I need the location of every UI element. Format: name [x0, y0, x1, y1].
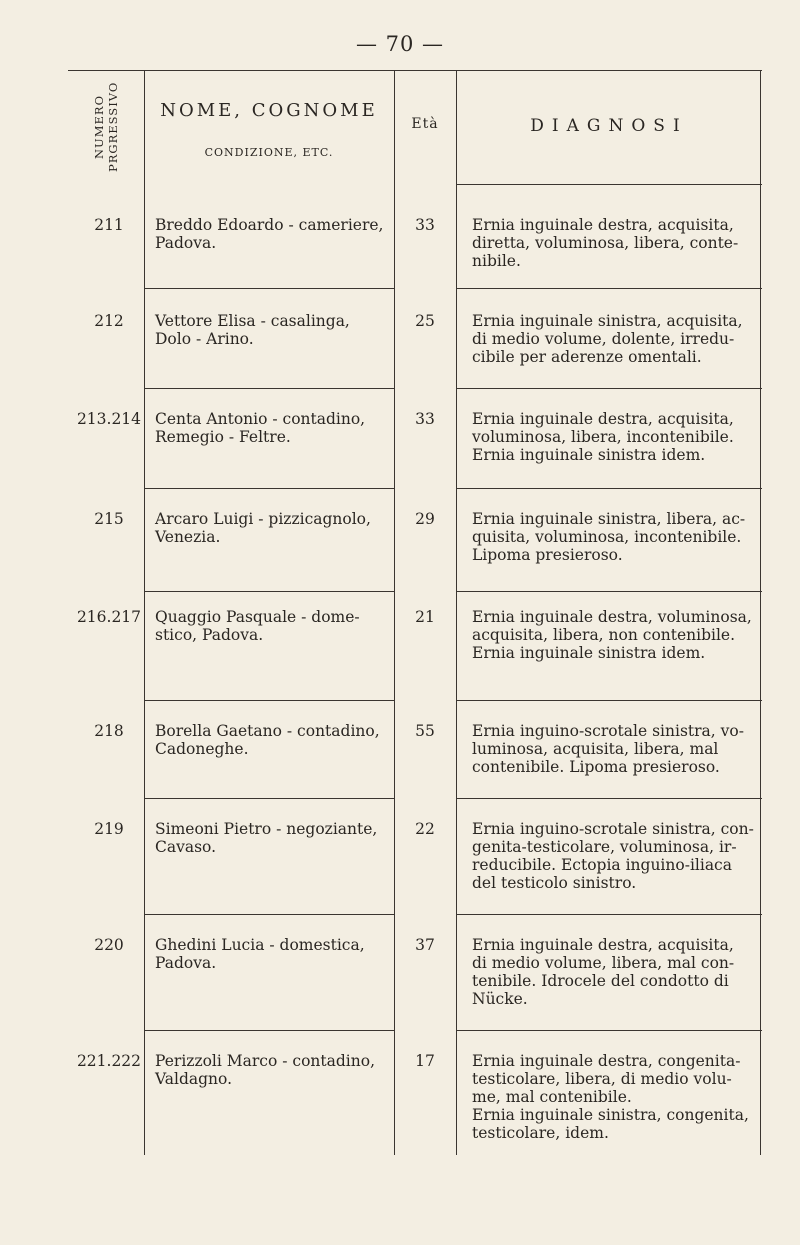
row-rule [144, 1030, 394, 1031]
row-rule [456, 288, 762, 289]
entry-age: 55 [415, 722, 435, 740]
entry-age: 22 [415, 820, 435, 838]
entry-diagnosis: Ernia inguinale sinistra, acquisita, di medio volume, dolente, irredu- cibile per aderenze omentali. [472, 312, 743, 366]
entry-number: 218 [94, 722, 124, 740]
column-rule-age [456, 70, 457, 1155]
entry-age: 17 [415, 1052, 435, 1070]
header-condition-label: CONDIZIONE, ETC. [204, 146, 334, 159]
entry-number: 219 [94, 820, 124, 838]
entry-age: 33 [415, 216, 435, 234]
entry-name: Centa Antonio - contadino, Remegio - Feltre. [155, 410, 366, 446]
entry-age: 37 [415, 936, 435, 954]
entry-name: Ghedini Lucia - domestica, Padova. [155, 936, 365, 972]
row-rule [144, 798, 394, 799]
entry-number: 220 [94, 936, 124, 954]
row-rule [456, 914, 762, 915]
entry-diagnosis: Ernia inguinale destra, acquisita, diretta, voluminosa, libera, conte- nibile. [472, 216, 739, 270]
header-age-label: Età [411, 116, 439, 132]
row-rule [456, 388, 762, 389]
header-name-label: NOME, COGNOME [160, 100, 378, 121]
entry-diagnosis: Ernia inguinale destra, congenita- testicolare, libera, di medio volu- me, mal contenibile. Ernia inguinale sinistra, congenita, testicolare, idem. [472, 1052, 749, 1142]
entry-number: 212 [94, 312, 124, 330]
entry-age: 25 [415, 312, 435, 330]
row-rule [456, 700, 762, 701]
entry-age: 33 [415, 410, 435, 428]
entry-name: Arcaro Luigi - pizzicagnolo, Venezia. [155, 510, 371, 546]
row-rule [456, 184, 762, 185]
entry-name: Borella Gaetano - contadino, Cadoneghe. [155, 722, 380, 758]
entry-name: Simeoni Pietro - negoziante, Cavaso. [155, 820, 378, 856]
row-rule [144, 591, 394, 592]
header-diagnosis-label: DIAGNOSI [530, 116, 688, 136]
row-rule [456, 488, 762, 489]
entry-diagnosis: Ernia inguinale destra, acquisita, di medio volume, libera, mal con- tenibile. Idrocele del condotto di Nücke. [472, 936, 735, 1008]
entry-number: 215 [94, 510, 124, 528]
entry-diagnosis: Ernia inguinale destra, voluminosa, acquisita, libera, non contenibile. Ernia inguinale sinistra idem. [472, 608, 752, 662]
entry-diagnosis: Ernia inguinale sinistra, libera, ac- quisita, voluminosa, incontenibile. Lipoma presieroso. [472, 510, 746, 564]
entry-diagnosis: Ernia inguino-scrotale sinistra, vo- luminosa, acquisita, libera, mal contenibile. Lipoma presieroso. [472, 722, 744, 776]
entry-age: 29 [415, 510, 435, 528]
row-rule [144, 288, 394, 289]
header-number [68, 70, 144, 184]
row-rule [144, 700, 394, 701]
row-rule [456, 798, 762, 799]
row-rule [456, 591, 762, 592]
row-rule [456, 1030, 762, 1031]
row-rule [144, 488, 394, 489]
entry-name: Quaggio Pasquale - dome- stico, Padova. [155, 608, 360, 644]
row-rule [144, 914, 394, 915]
entry-name: Vettore Elisa - casalinga, Dolo - Arino. [155, 312, 350, 348]
entry-name: Perizzoli Marco - contadino, Valdagno. [155, 1052, 375, 1088]
register-table [68, 70, 762, 1155]
entry-number: 216.217 [76, 608, 142, 626]
header-name [144, 70, 394, 184]
header-number-label: NUMERO PRGRESSIVO [92, 81, 120, 173]
entry-number: 213.214 [76, 410, 142, 428]
entry-diagnosis: Ernia inguino-scrotale sinistra, con- genita-testicolare, voluminosa, ir- reducibile. Ectopia inguino-iliaca del testicolo sinistro. [472, 820, 754, 892]
entry-age: 21 [415, 608, 435, 626]
row-rule [144, 388, 394, 389]
page-number: — 70 — [355, 32, 445, 56]
column-rule-right [760, 70, 761, 1155]
entry-name: Breddo Edoardo - cameriere, Padova. [155, 216, 384, 252]
entry-number: 211 [94, 216, 124, 234]
entry-diagnosis: Ernia inguinale destra, acquisita, voluminosa, libera, incontenibile. Ernia inguinale sinistra idem. [472, 410, 734, 464]
entry-number: 221.222 [76, 1052, 142, 1070]
